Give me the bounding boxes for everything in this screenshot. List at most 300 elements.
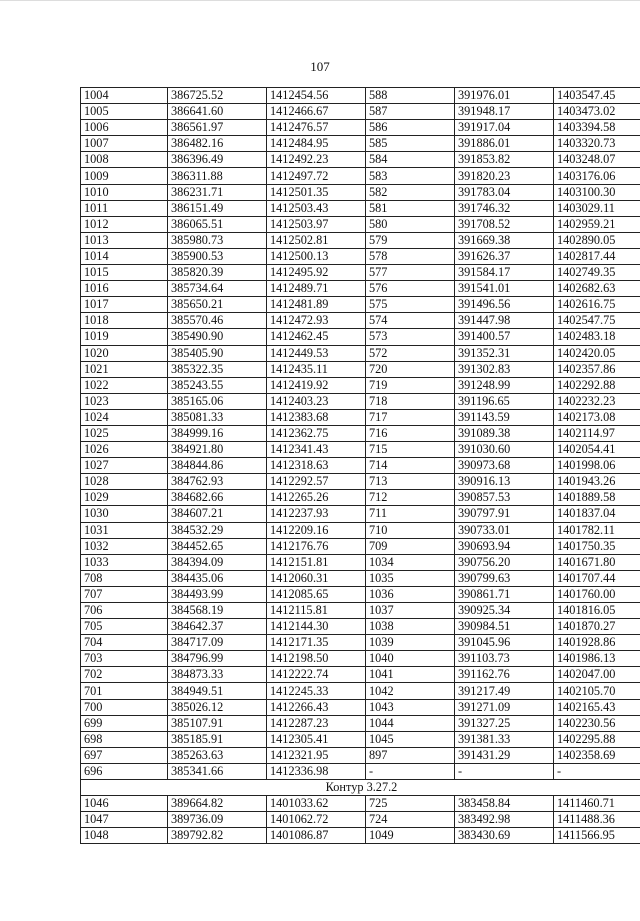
table-cell: 1401986.13	[554, 651, 640, 667]
table-cell: 1005	[81, 104, 168, 120]
table-cell: 1412472.93	[267, 313, 366, 329]
table-cell: 385263.63	[168, 747, 267, 763]
table-cell: 1047	[81, 812, 168, 828]
table-cell: 1412500.13	[267, 248, 366, 264]
table-cell: 586	[366, 120, 455, 136]
table-row	[81, 603, 640, 619]
page-number: 107	[310, 59, 330, 74]
table-cell: 391162.76	[455, 667, 554, 683]
table-cell: 1021	[81, 361, 168, 377]
table-cell: 581	[366, 200, 455, 216]
table-cell: 385026.12	[168, 699, 267, 715]
table-cell: 386065.51	[168, 216, 267, 232]
table-cell: 1039	[366, 635, 455, 651]
table-cell: 1022	[81, 377, 168, 393]
table-cell: 717	[366, 409, 455, 425]
table-cell: 391327.25	[455, 715, 554, 731]
table-row	[81, 200, 640, 216]
table-cell: 384607.21	[168, 506, 267, 522]
table-cell: 391917.04	[455, 120, 554, 136]
table-cell: 1035	[366, 570, 455, 586]
table-cell: 391248.99	[455, 377, 554, 393]
table-cell: 1412495.92	[267, 265, 366, 281]
table-cell: 1402114.97	[554, 425, 640, 441]
table-row	[81, 667, 640, 683]
table-cell: 583	[366, 168, 455, 184]
section-label: Контур 3.27.2	[81, 780, 640, 796]
table-cell: 390799.63	[455, 570, 554, 586]
table-cell: 1401760.00	[554, 586, 640, 602]
table-cell: 1401889.58	[554, 490, 640, 506]
table-cell: 385165.06	[168, 393, 267, 409]
table-cell: 384493.99	[168, 586, 267, 602]
table-cell: 587	[366, 104, 455, 120]
table-row	[81, 248, 640, 264]
table-cell: 1031	[81, 522, 168, 538]
table-cell: 1412266.43	[267, 699, 366, 715]
table-cell: 1402358.69	[554, 747, 640, 763]
table-cell: 385322.35	[168, 361, 267, 377]
table-cell: 1004	[81, 88, 168, 104]
table-cell: 1412419.92	[267, 377, 366, 393]
table-cell: 384762.93	[168, 474, 267, 490]
table-cell: 384394.09	[168, 554, 267, 570]
table-cell: 1018	[81, 313, 168, 329]
table-row	[81, 522, 640, 538]
table-cell: 391496.56	[455, 297, 554, 313]
table-cell: 1403176.06	[554, 168, 640, 184]
table-cell: 1412292.57	[267, 474, 366, 490]
table-row	[81, 377, 640, 393]
table-cell: 1402295.88	[554, 731, 640, 747]
table-cell: 1412492.23	[267, 152, 366, 168]
table-cell: 1412503.43	[267, 200, 366, 216]
table-cell: 391271.09	[455, 699, 554, 715]
table-cell: 1401062.72	[267, 812, 366, 828]
table-cell: 711	[366, 506, 455, 522]
table-cell: 1020	[81, 345, 168, 361]
table-cell: 391381.33	[455, 731, 554, 747]
table-cell: 1412287.23	[267, 715, 366, 731]
table-cell: 703	[81, 651, 168, 667]
table-cell: 1011	[81, 200, 168, 216]
table-cell: 572	[366, 345, 455, 361]
table-cell: 390984.51	[455, 619, 554, 635]
table-cell: 1008	[81, 152, 168, 168]
table-cell: 385490.90	[168, 329, 267, 345]
table-cell: 1403547.45	[554, 88, 640, 104]
table-cell: 584	[366, 152, 455, 168]
table-cell: 390733.01	[455, 522, 554, 538]
table-cell: 1412466.67	[267, 104, 366, 120]
table-cell: 1009	[81, 168, 168, 184]
table-row	[81, 281, 640, 297]
table-cell: 578	[366, 248, 455, 264]
table-cell: 574	[366, 313, 455, 329]
table-cell: 1401837.04	[554, 506, 640, 522]
table-cell: 384568.19	[168, 603, 267, 619]
table-cell: 1402047.00	[554, 667, 640, 683]
table-cell: 706	[81, 603, 168, 619]
table-cell: 390857.53	[455, 490, 554, 506]
table-cell: 1401033.62	[267, 796, 366, 812]
table-cell: 384796.99	[168, 651, 267, 667]
table-cell: 1412198.50	[267, 651, 366, 667]
table-cell: 391584.17	[455, 265, 554, 281]
table-cell: 1403100.30	[554, 184, 640, 200]
table-cell: 1412503.97	[267, 216, 366, 232]
table-cell: 385405.90	[168, 345, 267, 361]
table-cell: 1402959.21	[554, 216, 640, 232]
table-cell: 1412151.81	[267, 554, 366, 570]
table-cell: 1025	[81, 425, 168, 441]
table-cell: 386151.49	[168, 200, 267, 216]
table-row	[81, 828, 640, 844]
table-cell: 384435.06	[168, 570, 267, 586]
table-cell: 390693.94	[455, 538, 554, 554]
table-cell: 1402749.35	[554, 265, 640, 281]
table-cell: 1412501.35	[267, 184, 366, 200]
table-cell: 385820.39	[168, 265, 267, 281]
table-cell: 385185.91	[168, 731, 267, 747]
table-row	[81, 442, 640, 458]
table-cell: 707	[81, 586, 168, 602]
table-cell: 1412403.23	[267, 393, 366, 409]
table-cell: 1032	[81, 538, 168, 554]
table-cell: 1412318.63	[267, 458, 366, 474]
table-cell: 714	[366, 458, 455, 474]
table-row	[81, 409, 640, 425]
table-cell: 1412502.81	[267, 232, 366, 248]
table-row	[81, 425, 640, 441]
table-row	[81, 297, 640, 313]
table-cell: 1048	[81, 828, 168, 844]
table-cell: 1042	[366, 683, 455, 699]
table-cell: 1049	[366, 828, 455, 844]
table-cell: 1014	[81, 248, 168, 264]
table-cell: 1403394.58	[554, 120, 640, 136]
table-row	[81, 619, 640, 635]
table-row	[81, 474, 640, 490]
table-cell: 705	[81, 619, 168, 635]
table-cell: -	[554, 763, 640, 779]
table-row	[81, 458, 640, 474]
table-cell: 1401671.80	[554, 554, 640, 570]
table-cell: 385650.21	[168, 297, 267, 313]
table-cell: 1402173.08	[554, 409, 640, 425]
table-cell: 1402420.05	[554, 345, 640, 361]
table-row	[81, 216, 640, 232]
table-cell: 1038	[366, 619, 455, 635]
table-cell: 1411566.95	[554, 828, 640, 844]
table-cell: 1033	[81, 554, 168, 570]
table-cell: 385341.66	[168, 763, 267, 779]
table-cell: 1412362.75	[267, 425, 366, 441]
table-row	[81, 554, 640, 570]
table-cell: 384717.09	[168, 635, 267, 651]
table-cell: 702	[81, 667, 168, 683]
table-cell: 1412085.65	[267, 586, 366, 602]
table-row	[81, 570, 640, 586]
table-cell: 384682.66	[168, 490, 267, 506]
table-cell: 1412462.45	[267, 329, 366, 345]
table-row	[81, 393, 640, 409]
table-cell: 1411460.71	[554, 796, 640, 812]
table-cell: 384844.86	[168, 458, 267, 474]
table-cell: 1412237.93	[267, 506, 366, 522]
table-cell: 1402230.56	[554, 715, 640, 731]
table-cell: 389736.09	[168, 812, 267, 828]
table-cell: 390925.34	[455, 603, 554, 619]
table-cell: 1412449.53	[267, 345, 366, 361]
table-cell: 389664.82	[168, 796, 267, 812]
table-cell: 1023	[81, 393, 168, 409]
table-cell: 1412115.81	[267, 603, 366, 619]
table-cell: -	[366, 763, 455, 779]
table-cell: 720	[366, 361, 455, 377]
table-cell: 384921.80	[168, 442, 267, 458]
table-cell: 1412484.95	[267, 136, 366, 152]
table-cell: 1401943.26	[554, 474, 640, 490]
table-cell: 575	[366, 297, 455, 313]
table-cell: 1412497.72	[267, 168, 366, 184]
table-cell: 389792.82	[168, 828, 267, 844]
table-cell: 384873.33	[168, 667, 267, 683]
table-row	[81, 152, 640, 168]
table-cell: 1412265.26	[267, 490, 366, 506]
table-cell: -	[455, 763, 554, 779]
table-cell: 1403320.73	[554, 136, 640, 152]
table-cell: 385107.91	[168, 715, 267, 731]
table-cell: 386311.88	[168, 168, 267, 184]
coordinates-table	[80, 87, 640, 844]
table-cell: 1007	[81, 136, 168, 152]
table-cell: 718	[366, 393, 455, 409]
table-cell: 1403473.02	[554, 104, 640, 120]
table-cell: 724	[366, 812, 455, 828]
table-cell: 385243.55	[168, 377, 267, 393]
table-cell: 1402817.44	[554, 248, 640, 264]
table-cell: 390916.13	[455, 474, 554, 490]
table-cell: 1412222.74	[267, 667, 366, 683]
table-cell: 576	[366, 281, 455, 297]
table-cell: 1412305.41	[267, 731, 366, 747]
table-cell: 1006	[81, 120, 168, 136]
table-cell: 390756.20	[455, 554, 554, 570]
table-cell: 391143.59	[455, 409, 554, 425]
table-cell: 384999.16	[168, 425, 267, 441]
table-row	[81, 651, 640, 667]
table-cell: 391431.29	[455, 747, 554, 763]
table-cell: 1036	[366, 586, 455, 602]
table-cell: 1401870.27	[554, 619, 640, 635]
table-cell: 390861.71	[455, 586, 554, 602]
table-cell: 391886.01	[455, 136, 554, 152]
table-cell: 1401707.44	[554, 570, 640, 586]
table-cell: 1401816.05	[554, 603, 640, 619]
table-row	[81, 715, 640, 731]
table-cell: 1412336.98	[267, 763, 366, 779]
table-row	[81, 329, 640, 345]
table-cell: 1010	[81, 184, 168, 200]
table-cell: 579	[366, 232, 455, 248]
table-row	[81, 747, 640, 763]
table-cell: 386482.16	[168, 136, 267, 152]
table-cell: 1019	[81, 329, 168, 345]
table-cell: 1412321.95	[267, 747, 366, 763]
table-cell: 1029	[81, 490, 168, 506]
table-cell: 698	[81, 731, 168, 747]
table-cell: 716	[366, 425, 455, 441]
table-row	[81, 506, 640, 522]
table-cell: 391352.31	[455, 345, 554, 361]
table-cell: 386231.71	[168, 184, 267, 200]
table-cell: 710	[366, 522, 455, 538]
table-cell: 708	[81, 570, 168, 586]
table-row	[81, 796, 640, 812]
table-cell: 1411488.36	[554, 812, 640, 828]
table-cell: 582	[366, 184, 455, 200]
table-cell: 588	[366, 88, 455, 104]
table-cell: 386641.60	[168, 104, 267, 120]
table-cell: 384949.51	[168, 683, 267, 699]
table-cell: 1044	[366, 715, 455, 731]
table-cell: 1412245.33	[267, 683, 366, 699]
table-cell: 713	[366, 474, 455, 490]
table-cell: 709	[366, 538, 455, 554]
table-cell: 391976.01	[455, 88, 554, 104]
table-cell: 383430.69	[455, 828, 554, 844]
table-cell: 386725.52	[168, 88, 267, 104]
table-cell: 1017	[81, 297, 168, 313]
table-cell: 1030	[81, 506, 168, 522]
table-cell: 577	[366, 265, 455, 281]
table-cell: 1402682.63	[554, 281, 640, 297]
table-row	[81, 586, 640, 602]
table-cell: 1402483.18	[554, 329, 640, 345]
table-cell: 1402616.75	[554, 297, 640, 313]
section-header-row	[81, 780, 640, 796]
table-cell: 391541.01	[455, 281, 554, 297]
table-cell: 1043	[366, 699, 455, 715]
table-cell: 391447.98	[455, 313, 554, 329]
table-cell: 1401998.06	[554, 458, 640, 474]
table-cell: 1015	[81, 265, 168, 281]
table-row	[81, 232, 640, 248]
table-cell: 1402357.86	[554, 361, 640, 377]
table-cell: 391103.73	[455, 651, 554, 667]
page-top-edge	[0, 0, 640, 1]
table-cell: 580	[366, 216, 455, 232]
table-cell: 390797.91	[455, 506, 554, 522]
table-cell: 715	[366, 442, 455, 458]
table-cell: 391196.65	[455, 393, 554, 409]
table-cell: 385734.64	[168, 281, 267, 297]
table-cell: 1037	[366, 603, 455, 619]
table-cell: 391746.32	[455, 200, 554, 216]
table-cell: 1402890.05	[554, 232, 640, 248]
table-cell: 1412060.31	[267, 570, 366, 586]
table-cell: 384532.29	[168, 522, 267, 538]
table-row	[81, 104, 640, 120]
table-cell: 385900.53	[168, 248, 267, 264]
table-cell: 701	[81, 683, 168, 699]
table-cell: 1040	[366, 651, 455, 667]
table-cell: 384642.37	[168, 619, 267, 635]
table-cell: 391948.17	[455, 104, 554, 120]
table-cell: 1013	[81, 232, 168, 248]
table-cell: 897	[366, 747, 455, 763]
table-cell: 391853.82	[455, 152, 554, 168]
table-cell: 704	[81, 635, 168, 651]
table-row	[81, 490, 640, 506]
table-cell: 385980.73	[168, 232, 267, 248]
table-cell: 386396.49	[168, 152, 267, 168]
table-cell: 1412209.16	[267, 522, 366, 538]
table-cell: 699	[81, 715, 168, 731]
table-cell: 697	[81, 747, 168, 763]
table-cell: 1401928.86	[554, 635, 640, 651]
table-cell: 391783.04	[455, 184, 554, 200]
table-cell: 384452.65	[168, 538, 267, 554]
table-row	[81, 313, 640, 329]
table-row	[81, 136, 640, 152]
table-row	[81, 538, 640, 554]
table-cell: 725	[366, 796, 455, 812]
table-cell: 1403029.11	[554, 200, 640, 216]
table-cell: 1412481.89	[267, 297, 366, 313]
table-cell: 1024	[81, 409, 168, 425]
table-row	[81, 120, 640, 136]
table-cell: 1402547.75	[554, 313, 640, 329]
table-cell: 1045	[366, 731, 455, 747]
table-cell: 1402054.41	[554, 442, 640, 458]
table-cell: 1041	[366, 667, 455, 683]
table-row	[81, 683, 640, 699]
table-cell: 1401086.87	[267, 828, 366, 844]
table-cell: 1026	[81, 442, 168, 458]
table-cell: 1401750.35	[554, 538, 640, 554]
table-row	[81, 635, 640, 651]
table-cell: 391217.49	[455, 683, 554, 699]
table-cell: 390973.68	[455, 458, 554, 474]
table-cell: 1412171.35	[267, 635, 366, 651]
table-cell: 1046	[81, 796, 168, 812]
table-cell: 719	[366, 377, 455, 393]
table-cell: 696	[81, 763, 168, 779]
table-cell: 1412144.30	[267, 619, 366, 635]
table-cell: 391400.57	[455, 329, 554, 345]
table-cell: 383492.98	[455, 812, 554, 828]
table-cell: 391820.23	[455, 168, 554, 184]
table-cell: 391030.60	[455, 442, 554, 458]
table-row	[81, 88, 640, 104]
table-cell: 1412435.11	[267, 361, 366, 377]
table-cell: 1412454.56	[267, 88, 366, 104]
table-cell: 1412476.57	[267, 120, 366, 136]
table-row	[81, 361, 640, 377]
table-cell: 1016	[81, 281, 168, 297]
table-cell: 1012	[81, 216, 168, 232]
table-cell: 1028	[81, 474, 168, 490]
table-cell: 1412341.43	[267, 442, 366, 458]
table-row	[81, 184, 640, 200]
table-row	[81, 812, 640, 828]
table-row	[81, 731, 640, 747]
table-cell: 385081.33	[168, 409, 267, 425]
table-cell: 1412489.71	[267, 281, 366, 297]
table-cell: 1027	[81, 458, 168, 474]
